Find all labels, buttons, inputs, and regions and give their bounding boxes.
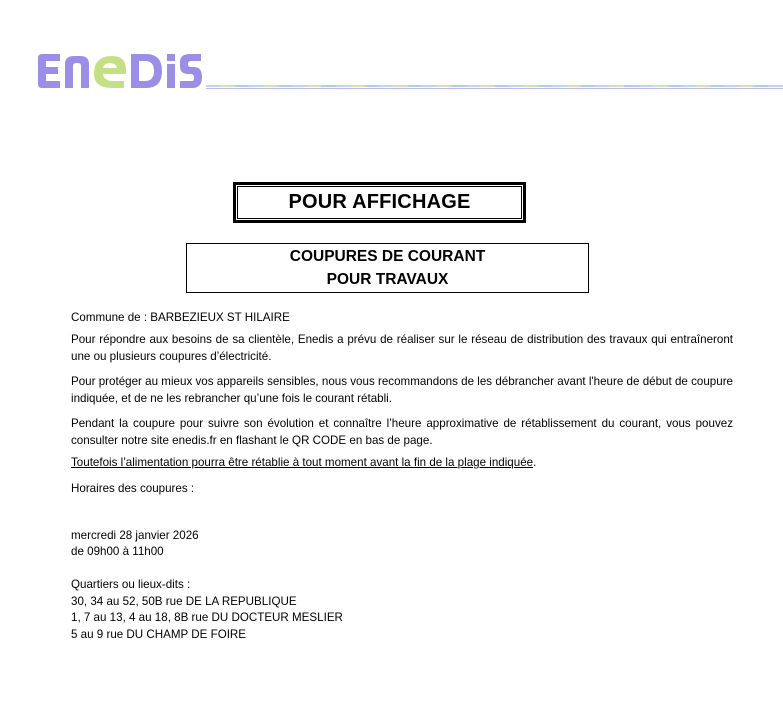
schedule-label: Horaires des coupures : xyxy=(71,482,195,495)
paragraph-4 xyxy=(71,455,536,472)
commune-line: Commune de : BARBEZIEUX ST HILAIRE xyxy=(71,311,290,324)
locations-label: Quartiers ou lieux-dits : xyxy=(71,578,191,591)
header-rule-underline xyxy=(206,88,783,89)
schedule-time: de 09h00 à 11h00 xyxy=(71,545,164,558)
paragraph-4-underlined: Toutefois l’alimentation pourra être rétablie à tout moment avant la fin de la plage indiquée xyxy=(71,456,534,469)
schedule-date: mercredi 28 janvier 2026 xyxy=(71,529,199,542)
location-item: 30, 34 au 52, 50B rue DE LA REPUBLIQUE xyxy=(71,595,297,608)
enedis-logo xyxy=(34,50,204,92)
paragraph-1: Pour répondre aux besoins de sa clientèle, Enedis a prévu de réaliser sur le réseau de distribution des travaux qui entraîneront une ou plusieurs coupures d’électricité. xyxy=(71,333,733,363)
location-item: 5 au 9 rue DU CHAMP DE FOIRE xyxy=(71,628,247,641)
paragraph-2: Pour protéger au mieux vos appareils sensibles, nous vous recommandons de les débrancher avant l'heure de début de coupure indiquée, et de ne les rebrancher qu’une fois le courant rétabli. xyxy=(71,375,733,405)
subtitle-line-2: POUR TRAVAUX xyxy=(326,271,449,288)
paragraph-4-end: . xyxy=(533,456,537,469)
subtitle-line-1: COUPURES DE COURANT xyxy=(289,248,486,265)
page-title: POUR AFFICHAGE xyxy=(288,191,471,213)
paragraph-3: Pendant la coupure pour suivre son évolution et connaître l’heure approximative de rétablissement du courant, vous pouvez consulter notre site enedis.fr en flashant le QR CODE en bas de page. xyxy=(71,417,733,447)
subtitle-box xyxy=(186,243,589,293)
location-item: 1, 7 au 13, 4 au 18, 8B rue DU DOCTEUR MESLIER xyxy=(71,611,343,624)
